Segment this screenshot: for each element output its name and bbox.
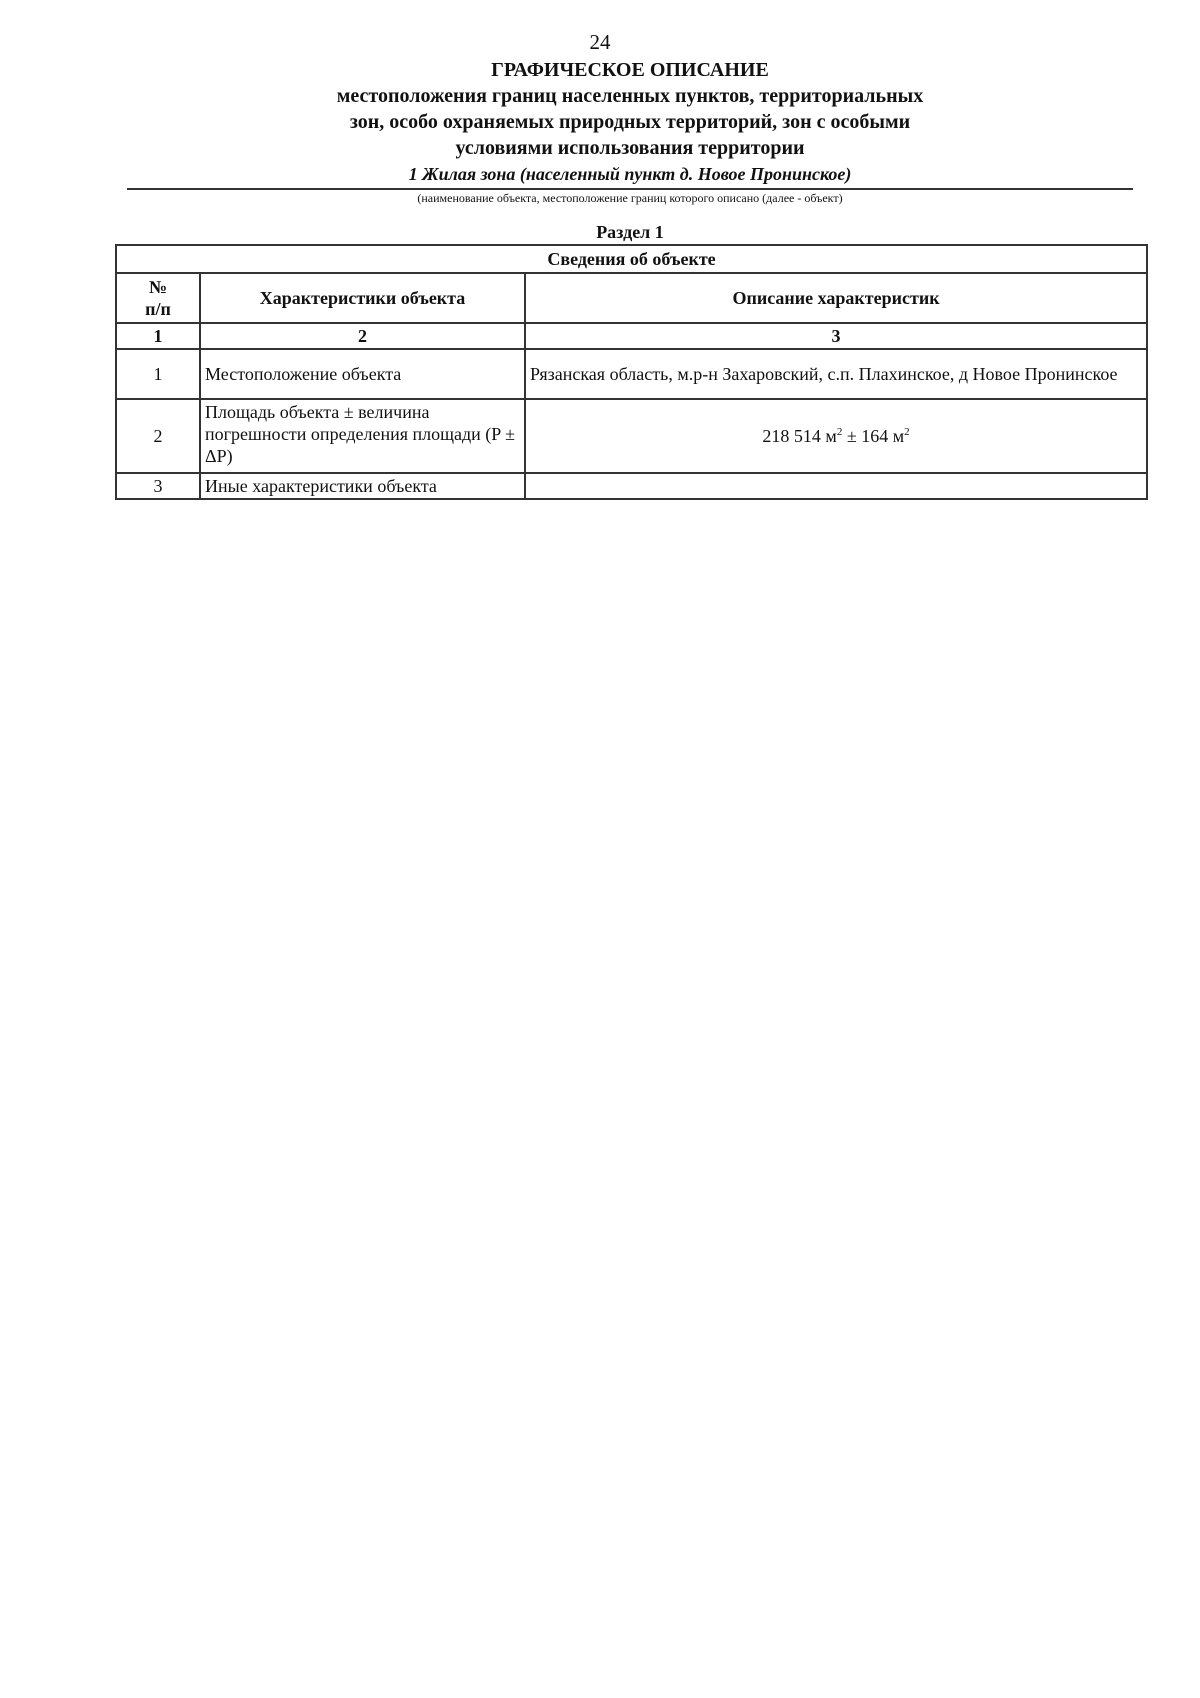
title-line-4: условиями использования территории (455, 137, 805, 159)
table-caption: Сведения об объекте (116, 245, 1147, 273)
column-number-1: 1 (116, 323, 200, 349)
object-name-caption: (наименование объекта, местоположение границ которого описано (далее - объект) (417, 191, 843, 205)
table-row (116, 349, 1147, 399)
row-num: 1 (116, 349, 200, 399)
row-num: 2 (116, 399, 200, 473)
row-num: 3 (116, 473, 200, 499)
object-info-table (115, 244, 1148, 500)
header-characteristic: Характеристики объекта (200, 273, 525, 323)
row-characteristic: Иные характеристики объекта (200, 473, 525, 499)
error-unit-exponent: 2 (904, 426, 910, 438)
table-caption-row (116, 245, 1147, 273)
title-line-1: ГРАФИЧЕСКОЕ ОПИСАНИЕ (491, 59, 769, 81)
page-number: 24 (589, 30, 611, 54)
row-description: Рязанская область, м.р-н Захаровский, с.п. Плахинское, д Новое Пронинское (525, 349, 1147, 399)
row-characteristic: Местоположение объекта (200, 349, 525, 399)
area-error: ± 164 м (842, 426, 905, 446)
column-number-row (116, 323, 1147, 349)
table-header-row (116, 273, 1147, 323)
area-value: 218 514 м (762, 426, 837, 446)
title-line-2: местоположения границ населенных пунктов, территориальных (336, 85, 924, 107)
row-description (525, 473, 1147, 499)
area-unit-exponent: 2 (836, 426, 843, 438)
column-number-3: 3 (525, 323, 1147, 349)
header-description: Описание характеристик (525, 273, 1147, 323)
column-number-2: 2 (200, 323, 525, 349)
section-title: Раздел 1 (596, 222, 664, 242)
object-name: 1 Жилая зона (населенный пункт д. Новое Пронинское) (408, 164, 852, 184)
header-num-line2: п/п (145, 299, 171, 319)
document-title (0, 57, 1200, 161)
row-description (525, 399, 1147, 473)
title-line-3: зон, особо охраняемых природных территорий, зон с особыми (349, 111, 911, 133)
table-row (116, 399, 1147, 473)
header-num-line1: № (148, 277, 168, 297)
table-row (116, 473, 1147, 499)
header-num (116, 273, 200, 323)
row-characteristic: Площадь объекта ± величина погрешности определения площади (P ± ΔP) (200, 399, 525, 473)
